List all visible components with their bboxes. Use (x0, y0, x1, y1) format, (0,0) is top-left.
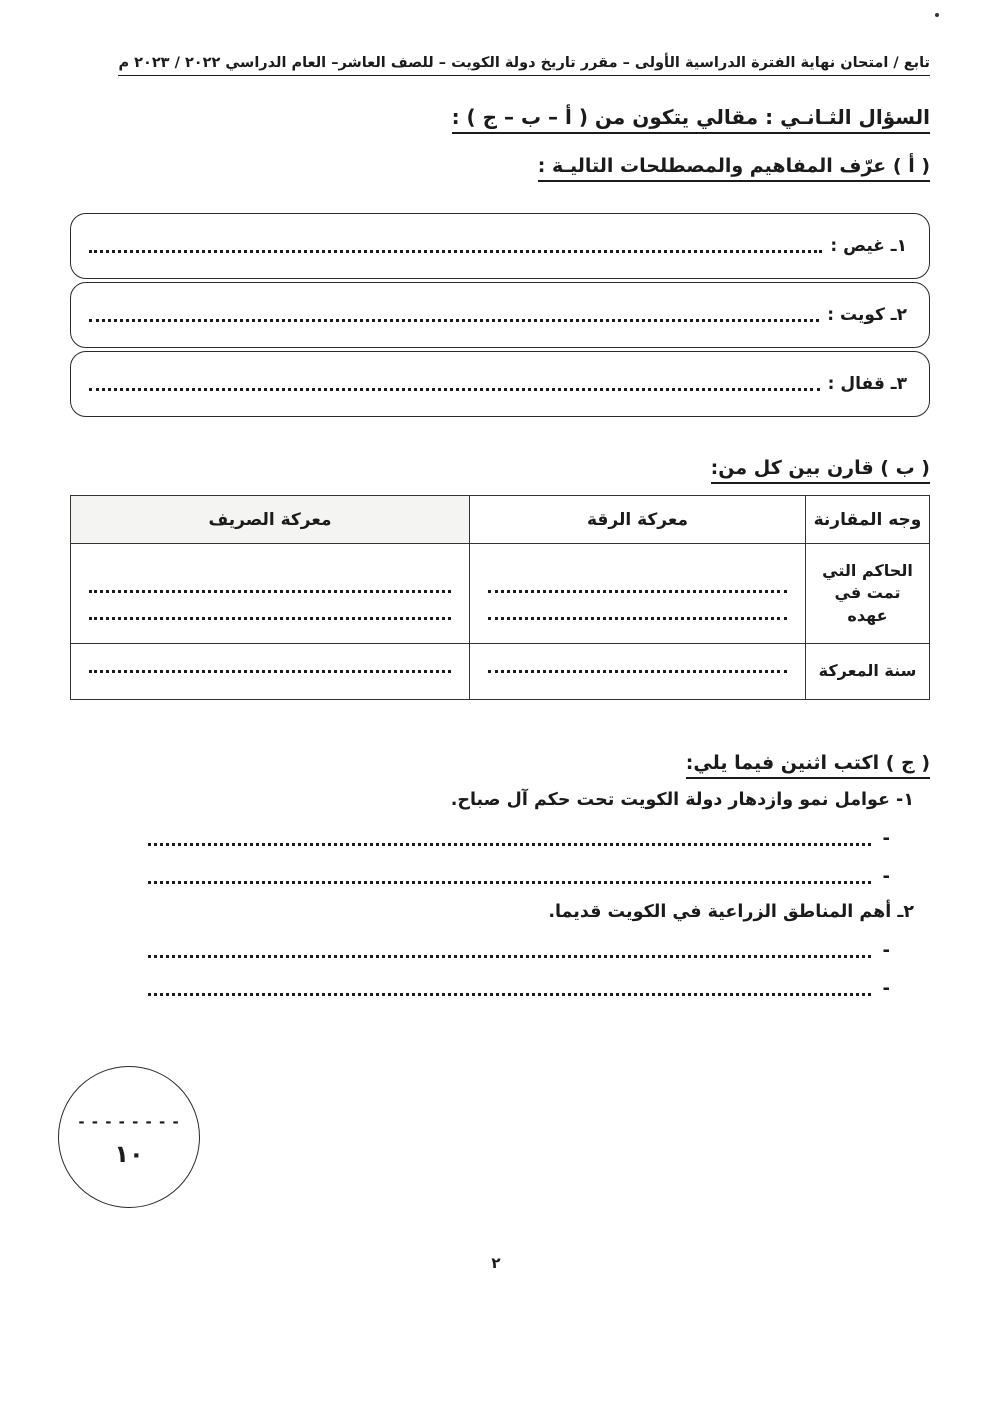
definition-label-3: ٣ـ قفال : (827, 374, 907, 394)
part-b-heading (70, 457, 930, 479)
page-number: ٢ (491, 1254, 501, 1272)
definition-box-3 (70, 351, 930, 417)
answer-row (148, 830, 890, 848)
answer-dotted-line (89, 240, 822, 253)
answer-dotted-line (148, 983, 871, 996)
table-header-battle-riqqa: معركة الرقة (470, 496, 806, 544)
definition-boxes (70, 213, 930, 417)
essay-item-2-label: ٢ـ أهم المناطق الزراعية في الكويت قديما. (548, 902, 914, 922)
answer-dotted-line (488, 617, 787, 620)
table-row-ruler (71, 544, 930, 644)
answer-dotted-line (148, 871, 871, 884)
definition-box-1 (70, 213, 930, 279)
answer-row (148, 868, 890, 886)
grade-value: ١٠ (114, 1139, 144, 1168)
table-header-battle-sarif: معركة الصريف (71, 496, 470, 544)
answer-cell (470, 544, 806, 644)
part-a-heading-text: ( أ ) عرّف المفاهيم والمصطلحات التاليـة : (538, 155, 930, 182)
scan-artifact-dot (935, 13, 939, 17)
answer-dotted-line (148, 833, 871, 846)
essay-item-1-label: ١- عوامل نمو وازدهار دولة الكويت تحت حكم آل صباح. (450, 790, 914, 810)
answer-dotted-line (488, 590, 787, 593)
answer-lines (470, 590, 805, 620)
answer-dotted-line (148, 945, 871, 958)
answer-cell (470, 644, 806, 700)
row-label-ruler: الحاكم التي تمت في عهده (806, 544, 930, 644)
comparison-table (70, 495, 930, 700)
answer-dash: - (882, 978, 890, 999)
answer-dotted-line (89, 670, 451, 673)
answer-cell (71, 644, 470, 700)
answer-lines (71, 670, 469, 673)
grade-dashed-line: - - - - - - - - (78, 1112, 180, 1131)
part-c-heading (70, 752, 930, 774)
answer-dotted-line (89, 590, 451, 593)
grade-circle (58, 1066, 200, 1208)
part-c-heading-text: ( ج ) اكتب اثنين فيما يلي: (686, 752, 930, 779)
row-label-year: سنة المعركة (806, 644, 930, 700)
answer-dash: - (882, 940, 890, 961)
answer-dotted-line (488, 670, 787, 673)
answer-lines (71, 590, 469, 620)
table-header-row (71, 496, 930, 544)
table-header-aspect: وجه المقارنة (806, 496, 930, 544)
table-row-year (71, 644, 930, 700)
definition-box-2 (70, 282, 930, 348)
part-b-heading-text: ( ب ) قارن بين كل من: (711, 457, 930, 484)
answer-cell (71, 544, 470, 644)
exam-header (70, 52, 930, 71)
question-title (70, 105, 930, 129)
part-a-heading (70, 155, 930, 177)
essay-item-2 (70, 902, 930, 998)
definition-label-1: ١ـ غيص : (830, 236, 907, 256)
answer-dotted-line (89, 378, 820, 391)
answer-lines (470, 670, 805, 673)
answer-dotted-line (89, 309, 819, 322)
question-title-text: السؤال الثـانـي : مقالي يتكون من ( أ – ب – ج ) : (452, 105, 930, 134)
answer-dash: - (882, 828, 890, 849)
answer-dash: - (882, 866, 890, 887)
essay-item-1 (70, 790, 930, 886)
definition-label-2: ٢ـ كويت : (827, 305, 907, 325)
answer-dotted-line (89, 617, 451, 620)
answer-row (148, 942, 890, 960)
answer-row (148, 980, 890, 998)
exam-header-text: تابع / امتحان نهاية الفترة الدراسية الأولى – مقرر تاريخ دولة الكويت – للصف العاشر– العام الدراسي ٢٠٢٢ / ٢٠٢٣ م (118, 55, 930, 76)
